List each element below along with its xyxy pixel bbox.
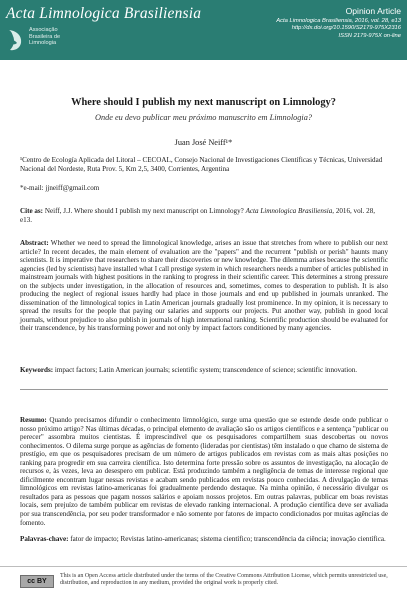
article-body (0, 60, 407, 566)
journal-header (0, 0, 407, 60)
paper-title: Where should I publish my next manuscript on Limnology? (71, 97, 336, 108)
paper-subtitle: Onde eu devo publicar meu próximo manuscrito em Limnologia? (94, 113, 313, 122)
article-meta (276, 6, 401, 40)
fish-logo-icon (6, 27, 24, 53)
abstract-english (20, 239, 388, 333)
license-text: This is an Open Access article distributed under the terms of the Creative Commons Attribution License, which permits unrestricted use, distribution, and reproduction in any medium, provided the original work is properly cited. (60, 573, 388, 587)
article-type: Opinion Article (345, 6, 401, 16)
journal-citation: Acta Limnologica Brasiliensia, 2016, vol. 28, e13 (276, 18, 401, 24)
issn: ISSN 2179-975X on-line (338, 32, 401, 39)
society-logo (6, 27, 60, 53)
cite-text: Neiff, J.J. Where should I publish my next manuscript on Limnology? (44, 207, 244, 215)
doi-link[interactable]: http://dx.doi.org/10.1590/S2179-975X2316 (291, 25, 401, 32)
cite-label: Cite as: (20, 207, 44, 215)
author-affiliation: ¹Centro de Ecología Aplicada del Litoral – CECOAL, Consejo Nacional de Investigaciones Científicas y Técnicas, Universidad Nacional del Nordeste, Ruta Prov. 5, Km 2,5, 3400, Corrientes, Argentina (20, 156, 383, 174)
society-name: Associação Brasileira de Limnologia (29, 27, 61, 47)
creative-commons-icon[interactable]: cc BY (20, 575, 54, 588)
cite-tail: , 2016, vol. 28, e13. (20, 207, 376, 225)
abstract-text: Whether we need to spread the limnological knowledge, arises an issue that stretches from where to publish our next article? In recent decades, the main element of evaluation are the "papers" and the recurrent "publish or perish" haunts many scientists. It is imperative that researchers to share their discoveries or new knowledge. The dilemma arises because the scientific agencies (led by scientists) have installed what I call prestige system in which researchers needs a number of articles published in mainstream journals with highest positions in the ranking to progress in their scientific career. This determines a strong pressure on the subjects under investigation, in the allocation of resources and, sometimes, comes to desperation to publish. It is also producing the neglect of regional issues hardly had place in those journals and end up published in journals unranked. The dissemination of the limnological topics in Latin American journals gradually lost prominence. In my opinion, it is necessary to spread the results for the people that paying our salaries and supports our projects. Put another way, publish in good local journals, without prejudice to also publish in journals of high international ranking. Scientific production should be evaluated for their transcendence, by his transforming power and not only by impact factors conditioned by many agencies. (20, 239, 388, 333)
keywords-english (20, 366, 388, 375)
author-email[interactable]: *e-mail: jjneiff@gmail.com (20, 184, 100, 192)
resumo-label: Resumo: (20, 416, 47, 424)
keywords-label: Keywords: (20, 366, 54, 374)
license-footer (0, 566, 407, 600)
journal-title[interactable]: Acta Limnologica Brasiliensia (6, 5, 202, 22)
citation (20, 207, 388, 226)
abstract-label: Abstract: (20, 239, 49, 247)
keywords-text: impact factors; Latin American journals; scientific system; transcendence of science; scientific innovation. (54, 366, 358, 374)
section-divider (20, 389, 388, 390)
palavras-chave-text: fator de impacto; Revistas latino-americanas; sistema científico; transcendência da ciência; inovação científica. (70, 535, 386, 543)
resumo-text: Quando precisamos difundir o conhecimento limnológico, surge uma questão que se estende desde onde publicar o nosso próximo artigo? Nas últimas décadas, o principal elemento de avaliação são os artigos científicos e a sentença "publicar ou perecer" assombra muitos cientistas. É imprescindível que os pesquisadores compartilhem suas descobertas ou novos conhecimentos. O dilema surge porque as agências de fomento (lideradas por cientistas) têm instalado o que chamo de sistema de prestígio, em que os pesquisadores precisam de um número de artigos publicados em revistas com as mais altas posições no ranking para progredir em sua carreira científica. Isto determina forte pressão sobre os assuntos de investigação, na alocação de recursos e, às vezes, leva ao desespero em publicar. Está produzindo também a negligência de temas de interesse regional que dificilmente encontram lugar nessas revistas e acabam sendo publicados em revistas pouco conhecidas. A divulgação de temas limnológicos em revistas latino-americanas foi gradualmente perdendo destaque. Na minha opinião, é necessário divulgar os resultados para as pessoas que pagam nossos salários e apoiam nossos projetos. Em outras palavras, publicar em boas revistas locais, sem prejuízo de também publicar em revistas de elevado ranking internacional. A produção científica deve ser avaliada por sua transcendência, por seu poder transformador e não somente por fatores de impacto condicionados por muitas agências de fomento. (20, 416, 388, 527)
cite-journal: Acta Limnologica Brasiliensia (245, 207, 333, 215)
keywords-portuguese (20, 535, 388, 544)
abstract-portuguese (20, 416, 388, 527)
author-name: Juan José Neiff¹* (174, 138, 233, 147)
palavras-chave-label: Palavras-chave: (20, 535, 69, 543)
